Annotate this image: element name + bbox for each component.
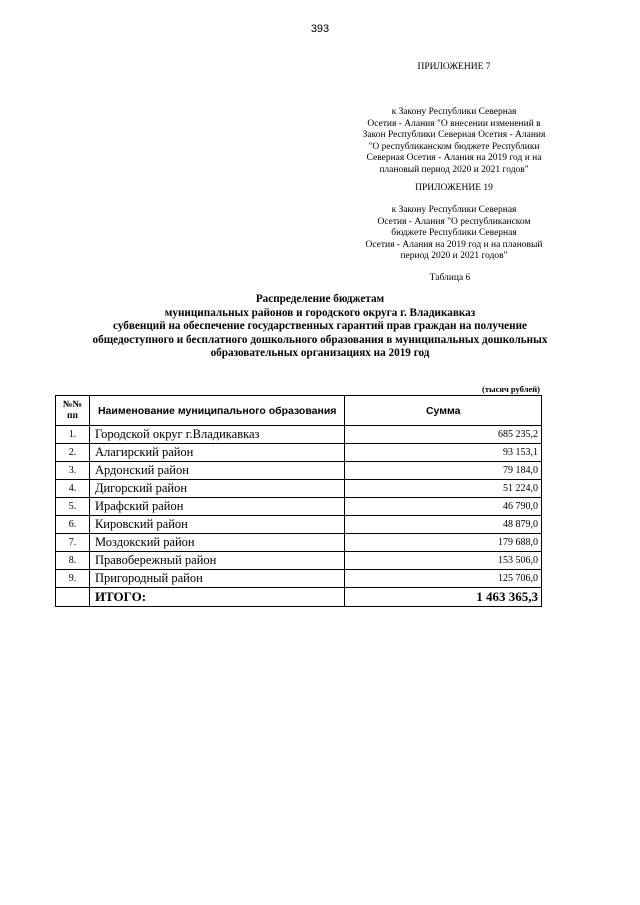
row-sum: 46 790,0 xyxy=(345,498,542,516)
table-row xyxy=(56,462,542,480)
total-label: ИТОГО: xyxy=(89,588,345,607)
annex-2-reference xyxy=(348,205,560,263)
row-number: 1. xyxy=(56,426,90,444)
annex-1-line: к Закону Республики Северная xyxy=(391,107,517,117)
table-row xyxy=(56,480,542,498)
row-name: Ардонский район xyxy=(89,462,345,480)
table-row xyxy=(56,534,542,552)
table-row xyxy=(56,426,542,444)
row-number: 2. xyxy=(56,444,90,462)
table-row xyxy=(56,498,542,516)
total-row xyxy=(56,588,542,607)
table-row xyxy=(56,552,542,570)
annex-1-line: "О республиканском бюджете Республики xyxy=(368,141,540,152)
annex-1-line: Закон Республики Северная Осетия - Алания xyxy=(362,130,546,140)
row-sum: 48 879,0 xyxy=(345,516,542,534)
annex-2-line: Осетия - Алания на 2019 год и на плановый xyxy=(365,239,543,250)
table-row xyxy=(56,570,542,588)
row-sum: 125 706,0 xyxy=(345,570,542,588)
row-sum: 153 506,0 xyxy=(345,552,542,570)
row-sum: 685 235,2 xyxy=(345,426,542,444)
row-number: 3. xyxy=(56,462,90,480)
total-sum: 1 463 365,3 xyxy=(345,588,542,607)
row-name: Ирафский район xyxy=(89,498,345,516)
row-name: Кировский район xyxy=(89,516,345,534)
row-number: 7. xyxy=(56,534,90,552)
table-row xyxy=(56,516,542,534)
annex-1-line: Северная Осетия - Алания на 2019 год и на xyxy=(366,153,542,163)
page-number: 393 xyxy=(310,23,330,35)
annex-1-line: Осетия - Алания "О внесении изменений в xyxy=(367,118,541,129)
row-number: 4. xyxy=(56,480,90,498)
row-number: 5. xyxy=(56,498,90,516)
row-name: Моздокский район xyxy=(89,534,345,552)
heading-line: общедоступного и бесплатного дошкольного образования в муниципальных дошкольных xyxy=(92,333,548,346)
units-note: (тысяч рублей) xyxy=(482,384,540,394)
row-name: Алагирский район xyxy=(89,444,345,462)
annex-2-line: к Закону Республики Северная xyxy=(391,205,517,215)
heading-line: образовательных организациях на 2019 год xyxy=(210,347,430,359)
row-sum: 179 688,0 xyxy=(345,534,542,552)
annex-2-title: ПРИЛОЖЕНИЕ 19 xyxy=(415,183,493,193)
row-number: 8. xyxy=(56,552,90,570)
total-number-cell xyxy=(56,588,90,607)
table-header-row xyxy=(56,396,542,426)
annex-2-line: период 2020 и 2021 годов" xyxy=(400,251,508,261)
heading-line: субвенций на обеспечение государственных гарантий прав граждан на получение xyxy=(113,320,527,332)
row-name: Пригородный район xyxy=(89,570,345,588)
table-label: Таблица 6 xyxy=(429,273,471,283)
header-number-line2: пп xyxy=(66,410,78,421)
row-name: Городской округ г.Владикавказ xyxy=(89,426,345,444)
annex-2-line: бюджете Республики Северная xyxy=(391,228,517,238)
row-sum: 51 224,0 xyxy=(345,480,542,498)
header-number xyxy=(56,396,90,426)
table-row xyxy=(56,444,542,462)
annex-1-title: ПРИЛОЖЕНИЕ 7 xyxy=(417,62,491,72)
document-heading xyxy=(40,293,600,361)
row-name: Дигорский район xyxy=(89,480,345,498)
row-name: Правобережный район xyxy=(89,552,345,570)
header-number-line1: №№ xyxy=(62,399,83,410)
subvention-table xyxy=(55,395,542,607)
header-name: Наименование муниципального образования xyxy=(89,396,345,426)
annex-2-line: Осетия - Алания "О республиканском xyxy=(377,216,531,227)
row-sum: 93 153,1 xyxy=(345,444,542,462)
annex-1-line: плановый период 2020 и 2021 годов" xyxy=(379,164,529,175)
row-sum: 79 184,0 xyxy=(345,462,542,480)
row-number: 9. xyxy=(56,570,90,588)
annex-1-reference xyxy=(348,107,560,176)
heading-line: Распределение бюджетам xyxy=(255,293,385,305)
row-number: 6. xyxy=(56,516,90,534)
heading-line: муниципальных районов и городского округа г. Владикавказ xyxy=(164,306,476,319)
header-sum: Сумма xyxy=(345,396,542,426)
